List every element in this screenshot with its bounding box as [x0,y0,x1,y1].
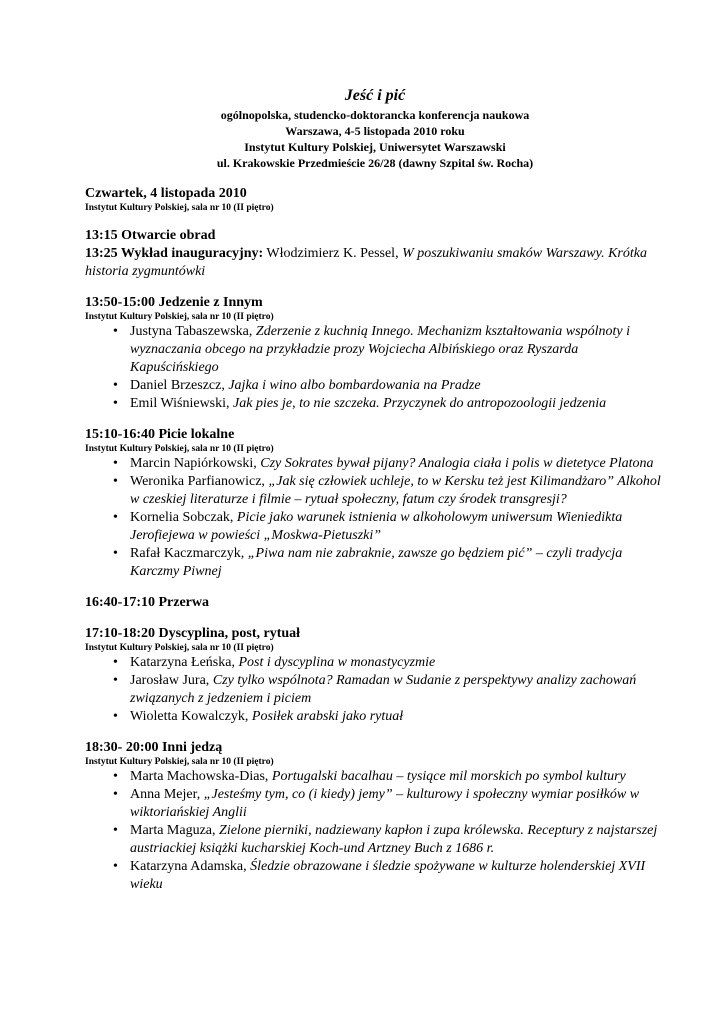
talk-list [85,323,665,413]
talk-item [85,473,665,509]
talk-speaker: Jarosław Jura, [130,673,213,688]
bullet-icon: • [113,823,118,838]
talk-item [85,822,665,858]
session-venue: Instytut Kultury Polskiej, sala nr 10 (II piętro) [85,312,274,322]
conference-date-place: Warszawa, 4-5 listopada 2010 roku [285,124,465,138]
talk-title: Zderzenie z kuchnią Innego. Mechanizm kształtowania wspólnoty i wyznaczania obcego na przykładzie prozy Wojciecha Albińskiego oraz Ryszarda Kapuścińskiego [130,324,630,375]
talk-speaker: Katarzyna Łeńska, [130,655,239,670]
talk-item [85,786,665,822]
bullet-icon: • [113,546,118,561]
talk-item [85,323,665,377]
session-title: 17:10-18:20 Dyscyplina, post, rytuał [85,626,301,641]
bullet-icon: • [113,859,118,874]
talk-title: „Jak się człowiek uchleje, to w Kersku też jest Kilimandżaro” Alkohol w czeskiej literaturze i filmie – rytuał społeczny, fatum czy środek transgresji? [130,474,661,507]
session-block [85,426,665,581]
document-page [85,86,665,894]
bullet-icon: • [113,456,118,471]
session-title: 16:40-17:10 Przerwa [85,595,210,610]
keynote-talk-title: W poszukiwaniu smaków Warszawy. Krótka historia zygmuntówki [85,246,647,279]
talk-title: Czy Sokrates bywał pijany? Analogia ciała i polis w dietetyce Platona [260,456,654,471]
talk-list [85,455,665,581]
bullet-icon: • [113,655,118,670]
keynote-label: 13:25 Wykład inauguracyjny: [85,246,264,261]
talk-speaker: Wioletta Kowalczyk, [130,709,252,724]
talk-title: Portugalski bacalhau – tysiące mil morskich po symbol kultury [271,769,626,784]
bullet-icon: • [113,787,118,802]
talk-title: Jak pies je, to nie szczeka. Przyczynek do antropozoologii jedzenia [233,396,607,411]
talk-item [85,708,665,726]
talk-title: „Jesteśmy tym, co (i kiedy) jemy” – kulturowy i społeczny wymiar posiłków w wiktoriańskiej Anglii [130,787,640,820]
conference-title: Jeść i pić [344,87,406,104]
talk-speaker: Anna Mejer, [130,787,204,802]
talk-title: Jajka i wino albo bombardowania na Pradze [228,378,481,393]
talk-title: Post i dyscyplina w monastycyzmie [238,655,436,670]
session-block [85,294,665,413]
talk-speaker: Weronika Parfianowicz, [130,474,269,489]
bullet-icon: • [113,673,118,688]
bullet-icon: • [113,324,118,339]
talk-item [85,509,665,545]
talk-list [85,654,665,726]
session-block [85,625,665,726]
talk-speaker: Marcin Napiórkowski, [130,456,261,471]
session-title: 15:10-16:40 Picie lokalne [85,427,235,442]
talk-title: Posiłek arabski jako rytuał [251,709,404,724]
talk-item [85,395,665,413]
session-venue: Instytut Kultury Polskiej, sala nr 10 (II piętro) [85,643,274,653]
document-header [85,86,665,171]
talk-speaker: Justyna Tabaszewska, [130,324,256,339]
talk-item [85,455,665,473]
talk-speaker: Kornelia Sobczak, [130,510,237,525]
talk-item [85,672,665,708]
conference-host: Instytut Kultury Polskiej, Uniwersytet Warszawski [244,140,506,154]
talk-title: Picie jako warunek istnienia w alkoholowym uniwersum Wieniedikta Jerofiejewa w powieści „Moskwa-Pietuszki” [130,510,623,543]
talk-item [85,858,665,894]
talk-item [85,545,665,581]
bullet-icon: • [113,769,118,784]
talk-speaker: Daniel Brzeszcz, [130,378,229,393]
sessions-list [85,294,665,894]
talk-title: Śledzie obrazowane i śledzie spożywane w kulturze holenderskiej XVII wieku [130,859,646,892]
bullet-icon: • [113,378,118,393]
talk-speaker: Rafał Kaczmarczyk, [130,546,248,561]
talk-speaker: Marta Machowska-Dias, [130,769,272,784]
bullet-icon: • [113,474,118,489]
talk-speaker: Katarzyna Adamska, [130,859,251,874]
keynote-line [85,245,665,281]
opening-title: 13:15 Otwarcie obrad [85,228,216,243]
session-title: 18:30- 20:00 Inni jedzą [85,740,223,755]
talk-speaker: Emil Wiśniewski, [130,396,234,411]
session-block [85,594,665,612]
talk-item [85,768,665,786]
session-block [85,739,665,894]
talk-item [85,377,665,395]
talk-item [85,654,665,672]
bullet-icon: • [113,510,118,525]
session-title: 13:50-15:00 Jedzenie z Innym [85,295,263,310]
day-venue: Instytut Kultury Polskiej, sala nr 10 (II piętro) [85,203,274,213]
conference-subtitle: ogólnopolska, studencko-doktorancka konferencja naukowa [220,108,530,122]
bullet-icon: • [113,709,118,724]
talk-speaker: Marta Maguza, [130,823,220,838]
session-venue: Instytut Kultury Polskiej, sala nr 10 (II piętro) [85,757,274,767]
talk-title: Zielone pierniki, nadziewany kapłon i zupa królewska. Receptury z najstarszej austriackiej książki kucharskiej Koch-und Artzney Buch z 1686 r. [130,823,658,856]
conference-address: ul. Krakowskie Przedmieście 26/28 (dawny Szpital św. Rocha) [216,156,534,170]
day-title: Czwartek, 4 listopada 2010 [85,186,247,201]
day-heading [85,185,665,214]
opening-session [85,227,665,281]
session-venue: Instytut Kultury Polskiej, sala nr 10 (II piętro) [85,444,274,454]
talk-title: „Piwa nam nie zabraknie, zawsze go będziem pić” – czyli tradycja Karczmy Piwnej [130,546,623,579]
talk-list [85,768,665,894]
talk-title: Czy tylko wspólnota? Ramadan w Sudanie z perspektywy analizy zachowań związanych z jedzeniem i piciem [130,673,637,706]
keynote-speaker: Włodzimierz K. Pessel, [263,246,403,261]
bullet-icon: • [113,396,118,411]
